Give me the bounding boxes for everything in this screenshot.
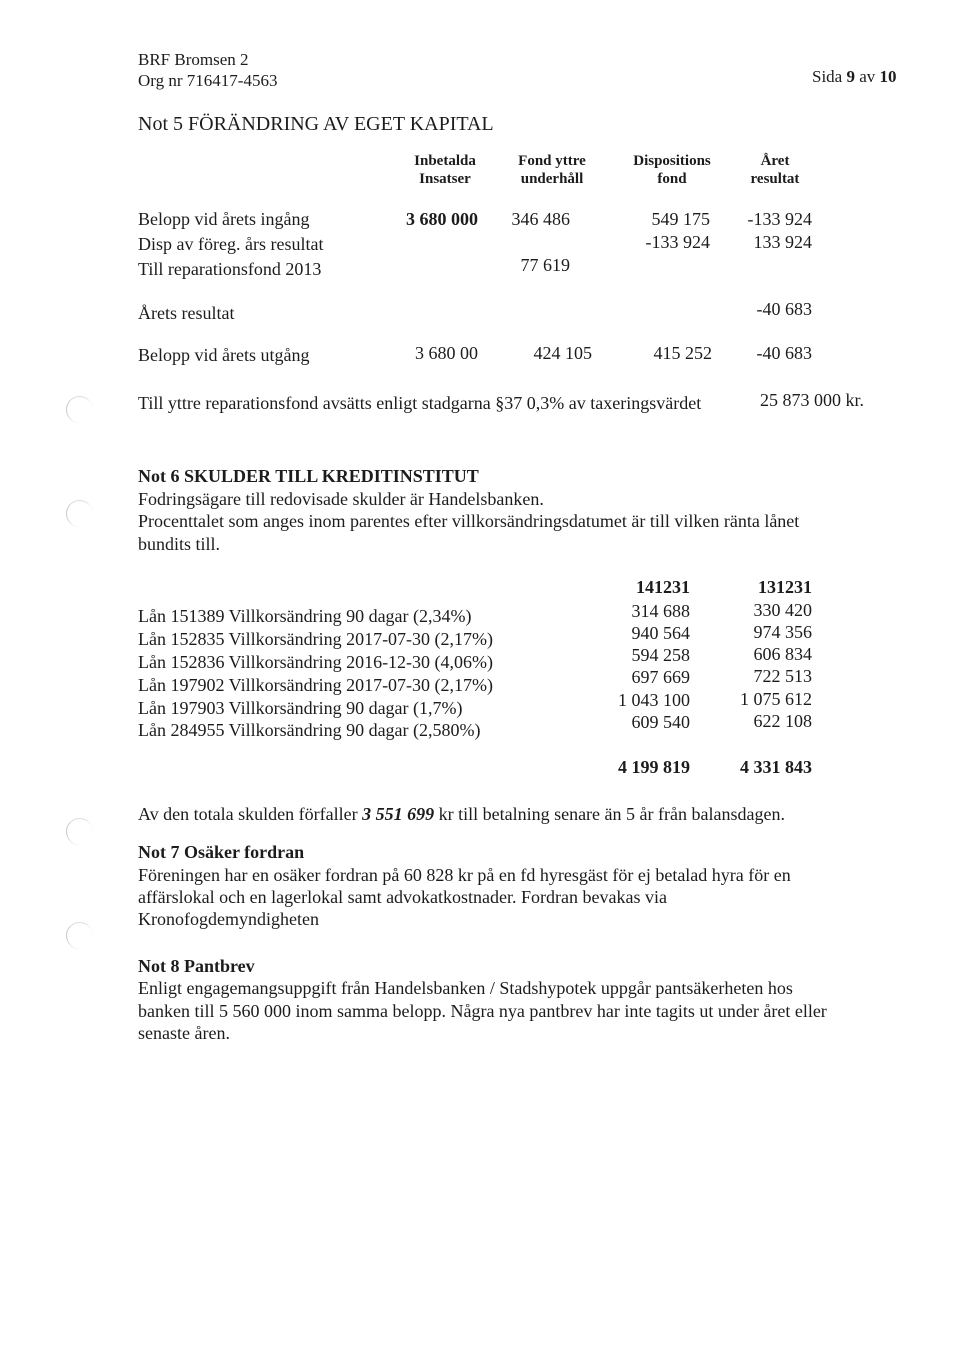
page-total: 10 bbox=[879, 67, 897, 86]
note6-due-text: Av den totala skulden förfaller 3 551 699 kr till betalning senare än 5 år från balansdagen. bbox=[138, 804, 785, 824]
page-current: 9 bbox=[846, 67, 855, 86]
note8-title: Not 8 Pantbrev bbox=[138, 956, 255, 976]
note5-cell: 549 175 bbox=[651, 209, 710, 229]
loan-label: Lån 284955 Villkorsändring 90 dagar (2,580%) bbox=[138, 720, 481, 740]
due-amount: 3 551 699 bbox=[362, 804, 435, 824]
page-indicator bbox=[812, 67, 897, 87]
note5-cell: -40 683 bbox=[756, 343, 812, 363]
note5-cell: 133 924 bbox=[753, 232, 812, 252]
note5-col-header: Inbetalda Insatser bbox=[414, 153, 476, 187]
loan-value: 722 513 bbox=[753, 666, 812, 686]
loan-value: 594 258 bbox=[631, 645, 690, 665]
note5-cell: 415 252 bbox=[653, 343, 712, 363]
note6-text: Procenttalet som anges inom parentes efter villkorsändringsdatumet är till vilken ränta lånet bbox=[138, 511, 800, 531]
note5-cell: 346 486 bbox=[511, 209, 570, 229]
note5-cell: 77 619 bbox=[520, 255, 570, 275]
loan-value: 697 669 bbox=[631, 667, 690, 687]
loan-value: 622 108 bbox=[753, 711, 812, 731]
loan-value: 606 834 bbox=[753, 644, 812, 664]
punch-hole bbox=[66, 818, 93, 845]
note6-col-header: 131231 bbox=[758, 577, 812, 597]
note6-title: Not 6 SKULDER TILL KREDITINSTITUT bbox=[138, 466, 479, 486]
note5-row-label: Till reparationsfond 2013 bbox=[138, 259, 322, 279]
note7-text: Föreningen har en osäker fordran på 60 828 kr på en fd hyresgäst för ej betalad hyra för en bbox=[138, 865, 791, 885]
loan-value: 609 540 bbox=[631, 712, 690, 732]
loan-label: Lån 152835 Villkorsändring 2017-07-30 (2,17%) bbox=[138, 629, 494, 649]
note5-cell: 424 105 bbox=[533, 343, 592, 363]
org-name: BRF Bromsen 2 bbox=[138, 50, 249, 69]
loan-label: Lån 151389 Villkorsändring 90 dagar (2,34%) bbox=[138, 606, 472, 626]
note5-row-label: Belopp vid årets utgång bbox=[138, 345, 310, 365]
note7-text: affärslokal och en lagerlokal samt advokatkostnader. Fordran bevakas via bbox=[138, 887, 667, 907]
punch-hole bbox=[66, 396, 93, 423]
note7-title: Not 7 Osäker fordran bbox=[138, 842, 305, 862]
note5-cell: -133 924 bbox=[747, 209, 812, 229]
punch-hole bbox=[66, 500, 93, 527]
note5-cell: -40 683 bbox=[756, 299, 812, 319]
note5-row-label: Årets resultat bbox=[138, 303, 235, 323]
note5-cell: -133 924 bbox=[645, 232, 710, 252]
note8-text: Enligt engagemangsuppgift från Handelsbanken / Stadshypotek uppgår pantsäkerheten hos bbox=[138, 978, 793, 998]
note5-col-header: Året resultat bbox=[750, 153, 800, 187]
note5-col-header: Fond yttre underhåll bbox=[518, 153, 586, 187]
loan-total: 4 331 843 bbox=[740, 757, 812, 777]
note5-col-header: Dispositions fond bbox=[633, 153, 711, 187]
note5-footnote-amount: 25 873 000 kr. bbox=[760, 390, 865, 410]
loan-value: 330 420 bbox=[753, 600, 812, 620]
loan-label: Lån 197903 Villkorsändring 90 dagar (1,7%) bbox=[138, 698, 463, 718]
note8-text: senaste åren. bbox=[138, 1023, 230, 1043]
loan-label: Lån 152836 Villkorsändring 2016-12-30 (4,06%) bbox=[138, 652, 494, 672]
note6-col-header: 141231 bbox=[636, 577, 690, 597]
page-label: Sida bbox=[812, 67, 843, 86]
loan-value: 1 075 612 bbox=[740, 689, 812, 709]
note5-row-label: Disp av föreg. års resultat bbox=[138, 234, 324, 254]
loan-value: 940 564 bbox=[631, 623, 690, 643]
loan-value: 974 356 bbox=[753, 622, 812, 642]
note7-text: Kronofogdemyndigheten bbox=[138, 909, 319, 929]
org-number: Org nr 716417-4563 bbox=[138, 71, 278, 90]
punch-hole bbox=[66, 922, 93, 949]
loan-label: Lån 197902 Villkorsändring 2017-07-30 (2,17%) bbox=[138, 675, 494, 695]
note5-cell: 3 680 00 bbox=[415, 343, 478, 363]
loan-total: 4 199 819 bbox=[618, 757, 690, 777]
loan-value: 1 043 100 bbox=[618, 690, 690, 710]
note5-footnote: Till yttre reparationsfond avsätts enligt stadgarna §37 0,3% av taxeringsvärdet bbox=[138, 393, 702, 413]
note5-cell: 3 680 000 bbox=[406, 209, 478, 229]
note6-text: bundits till. bbox=[138, 534, 221, 554]
note8-text: banken till 5 560 000 inom samma belopp. Några nya pantbrev har inte tagits ut under året eller bbox=[138, 1001, 827, 1021]
note5-row-label: Belopp vid årets ingång bbox=[138, 209, 310, 229]
loan-value: 314 688 bbox=[631, 601, 690, 621]
note6-text: Fodringsägare till redovisade skulder är Handelsbanken. bbox=[138, 489, 544, 509]
page-of: av bbox=[859, 67, 876, 86]
note5-title: Not 5 FÖRÄNDRING AV EGET KAPITAL bbox=[138, 113, 494, 135]
